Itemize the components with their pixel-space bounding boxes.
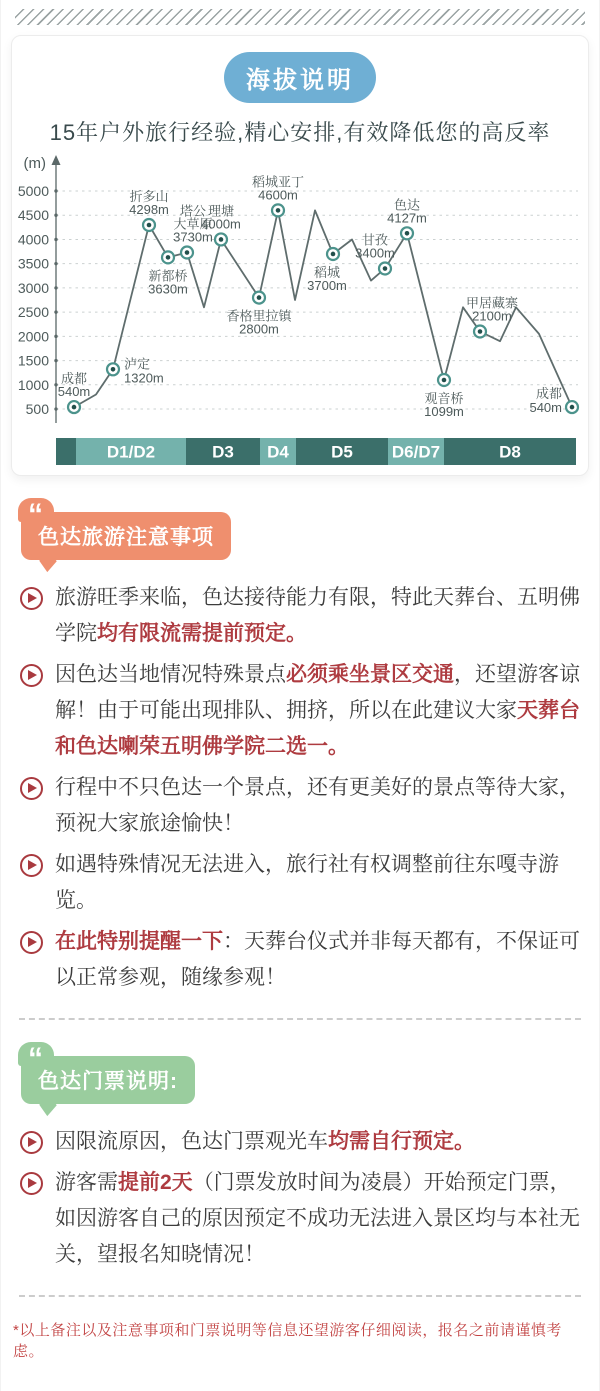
bubble-tail xyxy=(39,550,56,572)
chart-point xyxy=(355,233,395,275)
footnote: *以上备注以及注意事项和门票说明等信息还望游客仔细阅读，报名之前请谨慎考虑。 xyxy=(13,1322,562,1360)
notes-sections xyxy=(11,498,589,1273)
note-item xyxy=(11,580,589,652)
y-axis-unit: (m) xyxy=(23,155,46,172)
chart-point xyxy=(307,248,347,293)
chart-point-label: 成都 xyxy=(535,386,562,402)
chart-point-label: 甘孜 xyxy=(361,232,389,248)
chart-point-label: 成都 xyxy=(60,371,88,387)
arrow-bullet-icon xyxy=(20,1172,43,1195)
chart-point-label: 2800m xyxy=(239,321,279,337)
chart-point xyxy=(58,371,91,413)
section-bubble-label xyxy=(21,498,231,560)
chart-point-label: 3400m xyxy=(355,245,395,261)
chart-point xyxy=(129,189,169,231)
chart-point-label: 4000m xyxy=(201,216,241,232)
chart-point-label: 3700m xyxy=(307,277,347,293)
day-segment-label: D5 xyxy=(331,442,353,462)
chart-point xyxy=(466,296,518,338)
day-segment xyxy=(56,438,76,465)
quote-mark-icon: “ xyxy=(18,498,54,522)
y-tick-label: 1000 xyxy=(17,376,49,393)
arrow-bullet-icon xyxy=(20,587,43,610)
chart-point-label: 大草原 xyxy=(173,216,213,232)
y-tick-label: 4500 xyxy=(17,207,49,224)
section-header-notes xyxy=(21,498,589,560)
arrow-bullet-icon xyxy=(20,854,43,877)
chart-point-label: 泸定 xyxy=(124,356,151,372)
dashed-divider xyxy=(19,1018,581,1020)
arrow-bullet-icon xyxy=(20,777,43,800)
chart-point-label: 色达 xyxy=(393,197,421,213)
chart-point xyxy=(252,174,304,216)
chart-point xyxy=(529,386,578,415)
y-tick-label: 4000 xyxy=(17,231,49,248)
day-segment-label: D8 xyxy=(499,442,521,462)
y-tick-label: 3000 xyxy=(17,279,49,296)
day-segment-label: D4 xyxy=(267,442,289,462)
chart-point xyxy=(387,197,427,239)
y-tick-label: 2500 xyxy=(17,304,49,321)
y-tick-label: 1500 xyxy=(17,352,49,369)
day-segment-label: D6/D7 xyxy=(391,442,441,462)
note-item xyxy=(11,1165,589,1273)
chart-point-label: 4127m xyxy=(387,210,427,226)
chart-day-bar xyxy=(56,438,576,465)
elevation-subtitle: 15年户外旅行经验,精心安排,有效降低您的高反率 xyxy=(49,120,551,145)
arrow-bullet-icon xyxy=(20,664,43,687)
section-bubble-label xyxy=(21,1042,195,1104)
quote-mark-icon: “ xyxy=(18,1042,54,1066)
chart-point-label: 稻城 xyxy=(313,264,341,280)
chart-point-label: 观音桥 xyxy=(424,391,464,407)
elevation-title-pill: 海拔说明 xyxy=(224,52,376,103)
y-tick-label: 3500 xyxy=(17,255,49,272)
chart-point-label: 540m xyxy=(57,384,91,400)
arrow-bullet-icon xyxy=(20,931,43,954)
chart-point-label: 4298m xyxy=(129,202,169,218)
chart-point-label: 新都桥 xyxy=(148,268,188,284)
chart-point xyxy=(148,251,188,296)
note-text: 游客需提前2天（门票发放时间为凌晨）开始预定门票，如因游客自己的原因预定不成功无法进入景区均与本社无关，望报名知晓情况！ xyxy=(55,1171,580,1266)
y-tick-label: 500 xyxy=(25,401,49,418)
chart-points xyxy=(58,174,578,419)
chart-point-label: 2100m xyxy=(472,308,512,324)
elevation-card xyxy=(11,35,589,476)
chart-point-label: 甲居藏寨 xyxy=(465,295,519,311)
day-segment-label: D1/D2 xyxy=(106,442,156,462)
hatched-top-border xyxy=(15,9,585,25)
chart-point xyxy=(226,292,292,337)
note-text: 在此特别提醒一下：天葬台仪式并非每天都有，不保证可以正常参观，随缘参观！ xyxy=(55,930,580,989)
note-text: 因限流原因，色达门票观光车均需自行预定。 xyxy=(55,1130,475,1153)
chart-point-label: 540m xyxy=(529,400,562,416)
chart-point xyxy=(424,374,464,419)
y-tick-label: 2000 xyxy=(17,328,49,345)
note-item xyxy=(11,1124,589,1160)
note-text: 旅游旺季来临，色达接待能力有限，特此天葬台、五明佛学院均有限流需提前预定。 xyxy=(55,586,580,645)
section-title: 色达门票说明: xyxy=(38,1070,178,1093)
chart-point-label: 塔公 xyxy=(179,203,207,219)
y-tick-label: 5000 xyxy=(17,183,49,199)
section-title: 色达旅游注意事项 xyxy=(38,526,214,549)
elevation-line-chart xyxy=(12,151,590,469)
chart-point-label: 1320m xyxy=(124,370,164,386)
chart-point-label: 折多山 xyxy=(129,189,169,205)
bubble-tail xyxy=(39,1094,56,1116)
note-item xyxy=(11,924,589,996)
note-text: 因色达当地情况特殊景点必须乘坐景区交通，还望游客谅解！由于可能出现排队、拥挤，所以在此建议大家天葬台和色达喇荣五明佛学院二选一。 xyxy=(55,663,580,758)
note-item xyxy=(11,657,589,765)
note-item xyxy=(11,770,589,842)
chart-point-label: 1099m xyxy=(424,404,464,420)
chart-point-label: 稻城亚丁 xyxy=(251,174,305,190)
section-header-tickets xyxy=(21,1042,589,1104)
note-text: 行程中不只色达一个景点，还有更美好的景点等待大家，预祝大家旅途愉快！ xyxy=(55,776,580,835)
chart-point-label: 3730m xyxy=(173,229,213,245)
day-segment-label: D3 xyxy=(212,442,234,462)
arrow-bullet-icon xyxy=(20,1131,43,1154)
note-item xyxy=(11,847,589,919)
chart-point-label: 3630m xyxy=(148,281,188,297)
chart-point-label: 4600m xyxy=(258,187,298,203)
chart-point-label: 香格里拉镇 xyxy=(226,308,292,324)
note-text: 如遇特殊情况无法进入，旅行社有权调整前往东嘎寺游览。 xyxy=(55,853,559,912)
dashed-divider xyxy=(19,1295,581,1297)
chart-point-label: 理塘 xyxy=(207,203,235,219)
